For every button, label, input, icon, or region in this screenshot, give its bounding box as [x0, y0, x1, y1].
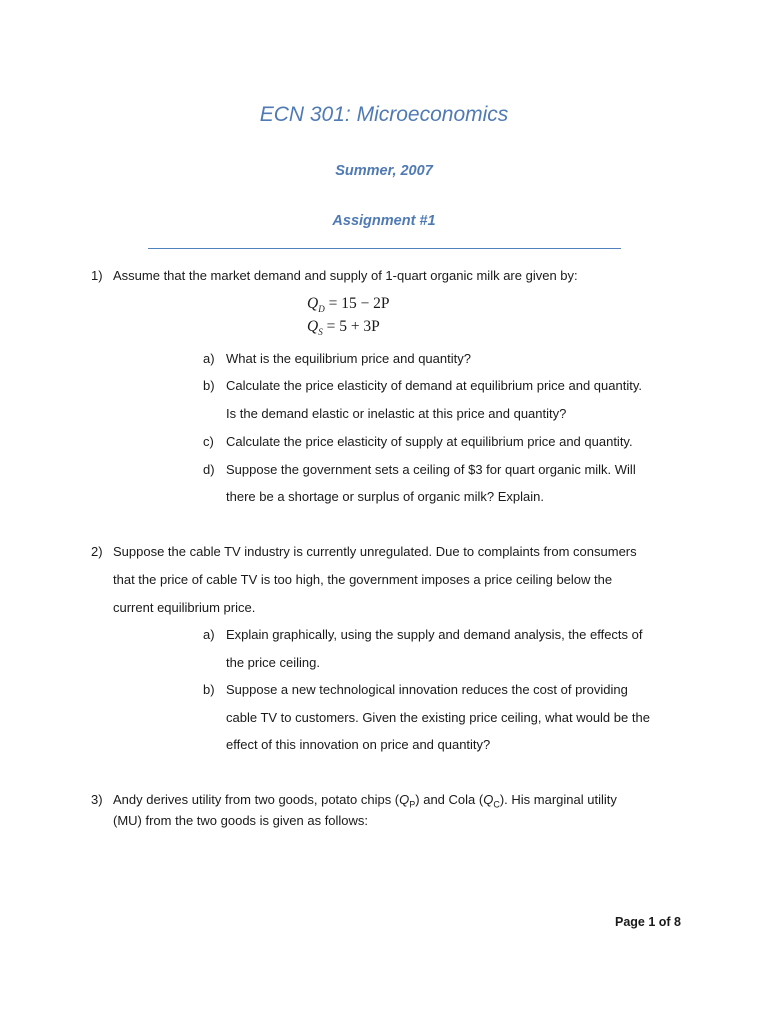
q2-part-b-line1: Suppose a new technological innovation reduces the cost of providing: [226, 682, 628, 697]
q1-part-a-line1: What is the equilibrium price and quantity?: [226, 351, 471, 366]
q2-part-a-label: a): [203, 627, 215, 642]
supply-eq-rhs: = 5 + 3P: [322, 318, 380, 335]
supply-eq-lhs: Q: [307, 318, 319, 335]
question-3-line2: (MU) from the two goods is given as follows:: [113, 813, 369, 828]
question-2-number: 2): [91, 544, 103, 559]
q1-part-b-line2: Is the demand elastic or inelastic at this price and quantity?: [226, 406, 567, 421]
q3-qc-main: Q: [483, 792, 494, 807]
q2-part-b-line2: cable TV to customers. Given the existing price ceiling, what would be the: [226, 710, 650, 725]
q1-part-b-label: b): [203, 378, 215, 393]
q3-text-a: Andy derives utility from two goods, potato chips (: [113, 792, 400, 807]
q3-qc-sub: C: [493, 799, 500, 810]
title-divider: [148, 248, 621, 249]
q1-part-a-label: a): [203, 351, 215, 366]
q1-part-b-line1: Calculate the price elasticity of demand at equilibrium price and quantity.: [226, 378, 642, 393]
assignment-subtitle: Assignment #1: [332, 213, 436, 229]
page-title: ECN 301: Microeconomics: [259, 103, 509, 126]
q3-text-c: ). His marginal utility: [499, 792, 617, 807]
question-2-line1: Suppose the cable TV industry is currently unregulated. Due to complaints from consumers: [113, 544, 637, 559]
demand-equation: [307, 295, 390, 314]
supply-equation: [307, 318, 380, 337]
q2-part-b-label: b): [203, 682, 215, 697]
question-2-line3: current equilibrium price.: [113, 600, 256, 615]
q1-part-c-label: c): [203, 434, 214, 449]
q1-part-d-line2: there be a shortage or surplus of organic milk? Explain.: [226, 489, 544, 504]
question-3-line1: [113, 792, 617, 810]
question-1-intro: Assume that the market demand and supply of 1-quart organic milk are given by:: [113, 268, 578, 283]
q3-qp-sub: P: [409, 799, 416, 810]
q3-qp-main: Q: [399, 792, 410, 807]
question-2-line2: that the price of cable TV is too high, the government imposes a price ceiling below the: [113, 572, 613, 587]
demand-eq-sub: D: [318, 304, 325, 315]
q3-text-b: ) and Cola (: [415, 792, 484, 807]
demand-eq-lhs: Q: [307, 295, 319, 312]
q2-part-a-line2: the price ceiling.: [226, 655, 320, 670]
supply-eq-sub: S: [318, 327, 323, 338]
page-number: Page 1 of 8: [615, 915, 681, 929]
term-subtitle: Summer, 2007: [335, 163, 433, 179]
q2-part-b-line3: effect of this innovation on price and quantity?: [226, 737, 491, 752]
q1-part-d-label: d): [203, 462, 215, 477]
question-1-number: 1): [91, 268, 103, 283]
q1-part-c-line1: Calculate the price elasticity of supply at equilibrium price and quantity.: [226, 434, 633, 449]
demand-eq-rhs: = 15 − 2P: [324, 295, 390, 312]
q1-part-d-line1: Suppose the government sets a ceiling of $3 for quart organic milk. Will: [226, 462, 636, 477]
q2-part-a-line1: Explain graphically, using the supply and demand analysis, the effects of: [226, 627, 643, 642]
question-3-number: 3): [91, 792, 103, 807]
